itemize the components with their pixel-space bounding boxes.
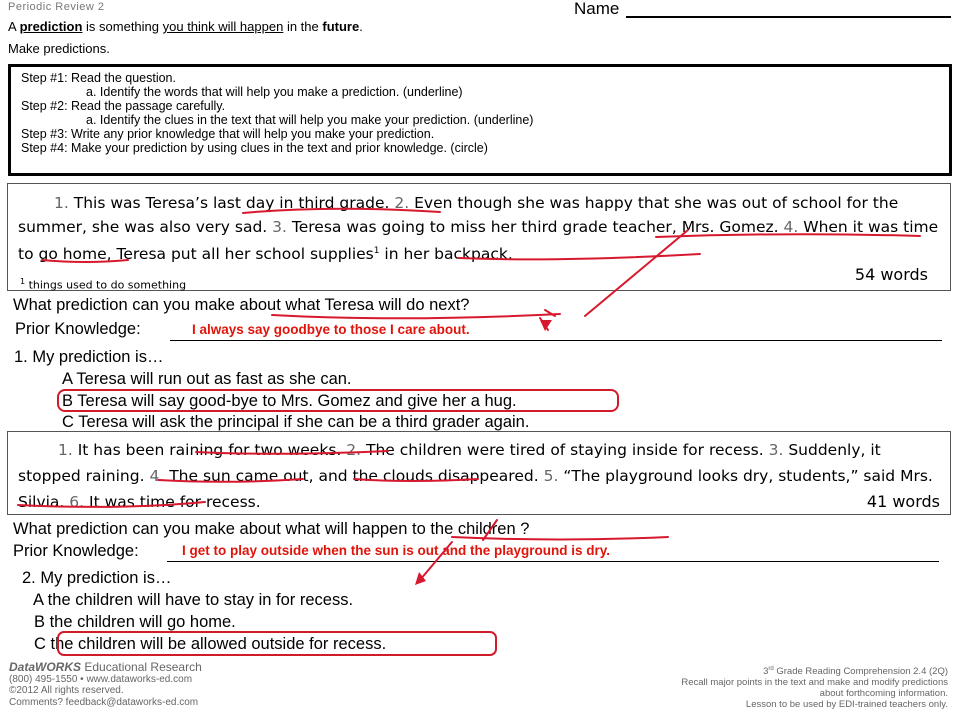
- question-2: What prediction can you make about what will happen to the children ?: [13, 520, 530, 538]
- underline-teresa-next: [272, 314, 560, 318]
- prediction-label-1: 1. My prediction is…: [14, 348, 164, 366]
- brand-name: DataWORKS: [9, 660, 82, 674]
- clue-sun-came-out: sun came out: [202, 467, 309, 485]
- copyright: ©2012 All rights reserved.: [9, 685, 124, 696]
- underline-miss-teacher: [656, 234, 920, 237]
- passage-1-text: 1. This was Teresa’s last day in third grade. 2. Even though she was happy that she was out of school for the summer, she was also very sad. 3. Teresa was going to miss her third grade teacher, Mrs. Gomez. 4. When it was time to go home, Teresa put all her school supplies$^1$ in her backpack.: [18, 194, 939, 264]
- name-label: Name: [574, 0, 620, 18]
- step-1a: a. Identify the words that will help you make a prediction. (underline): [86, 85, 463, 99]
- underline-playground-dry: [18, 502, 205, 507]
- step-2: Step #2: Read the passage carefully.: [21, 99, 226, 113]
- feedback-email: Comments? feedback@dataworks-ed.com: [9, 696, 199, 708]
- clue-miss-teacher: iss her third grade teacher: [465, 218, 672, 236]
- option-1b[interactable]: B Teresa will say good-bye to Mrs. Gomez and give her a hug.: [62, 392, 517, 410]
- passage-2-text: 1. It has been raining for two weeks. 2. The children were tired of staying inside for recess. 3. Suddenly, it stopped raining. 4. The sun came out, and the clouds disappeared. 5. “The playground looks dry, students,” said Mrs. Silvia. 6. It was time for recess.: [18, 441, 933, 511]
- clue-last-day: last day in third grade: [212, 194, 385, 212]
- option-2a[interactable]: A the children will have to stay in for recess.: [33, 591, 354, 609]
- prior-knowledge-answer-2: I get to play outside when the sun is out and the playground is dry.: [182, 543, 611, 558]
- review-title: Periodic Review 2: [8, 1, 105, 13]
- question-1: What prediction can you make about what Teresa will do next?: [13, 296, 470, 314]
- prior-knowledge-label-2: Prior Knowledge:: [13, 542, 139, 560]
- question-1-keywords: Teresa will do next: [324, 296, 461, 314]
- clue-mrs-gomez: Mrs. Gomez: [681, 218, 774, 236]
- footer-right: 3rd Grade Reading Comprehension 2.4 (2Q) Recall major points in the text and make and modify predictions about forthcoming information. Lesson to be used by EDI-trained teachers only.: [681, 666, 948, 711]
- clue-stopped-raining: stopped raining: [18, 467, 140, 485]
- word-count-1: 54 words: [854, 265, 928, 284]
- underline-last-day: [243, 209, 440, 213]
- arrowhead-1: [540, 320, 552, 331]
- option-2b[interactable]: B the children will go home.: [34, 613, 236, 631]
- word-count-2: 41 words: [866, 492, 940, 511]
- underline-mrs-gomez: [42, 260, 128, 262]
- contact-info: (800) 495-1550 • www.dataworks-ed.com: [9, 673, 193, 685]
- footnote: $^1$ things used to do something: [20, 277, 187, 292]
- underline-sun-came-out: [354, 479, 478, 481]
- question-2-keywords: happen to the children: [352, 520, 516, 538]
- underline-school-supplies: [458, 254, 700, 259]
- prior-knowledge-label-1: Prior Knowledge:: [15, 320, 141, 338]
- underline-stopped-raining: [158, 479, 303, 482]
- underline-raining: [196, 451, 388, 454]
- prediction-definition: A prediction is something you think will happen in the future.: [8, 19, 363, 34]
- step-4: Step #4: Make your prediction by using clues in the text and prior knowledge. (circle): [21, 141, 488, 155]
- arrow-to-answer-2: [420, 542, 452, 580]
- clue-raining: raining for two weeks: [169, 441, 337, 459]
- clue-playground-dry: playground looks dry: [605, 467, 769, 485]
- step-1: Step #1: Read the question.: [21, 71, 176, 85]
- make-predictions-heading: Make predictions.: [8, 41, 110, 56]
- step-3: Step #3: Write any prior knowledge that will help you make your prediction.: [21, 127, 435, 141]
- arrow-to-miss-teacher: [585, 230, 688, 316]
- step-2a: a. Identify the clues in the text that will help you make your prediction. (underline): [86, 113, 534, 127]
- footer-left: DataWORKS Educational Research (800) 495-1550 • www.dataworks-ed.com ©2012 All rights reserved. Comments? feedback@dataworks-ed.com: [9, 660, 202, 708]
- prediction-label-2: 2. My prediction is…: [22, 569, 172, 587]
- option-1a[interactable]: A Teresa will run out as fast as she can.: [62, 370, 352, 388]
- option-1c[interactable]: C Teresa will ask the principal if she can be a third grader again.: [62, 413, 530, 431]
- option-2c[interactable]: C the children will be allowed outside for recess.: [34, 635, 387, 653]
- prior-knowledge-answer-1: I always say goodbye to those I care about.: [192, 322, 470, 337]
- prediction-term: prediction: [19, 19, 83, 34]
